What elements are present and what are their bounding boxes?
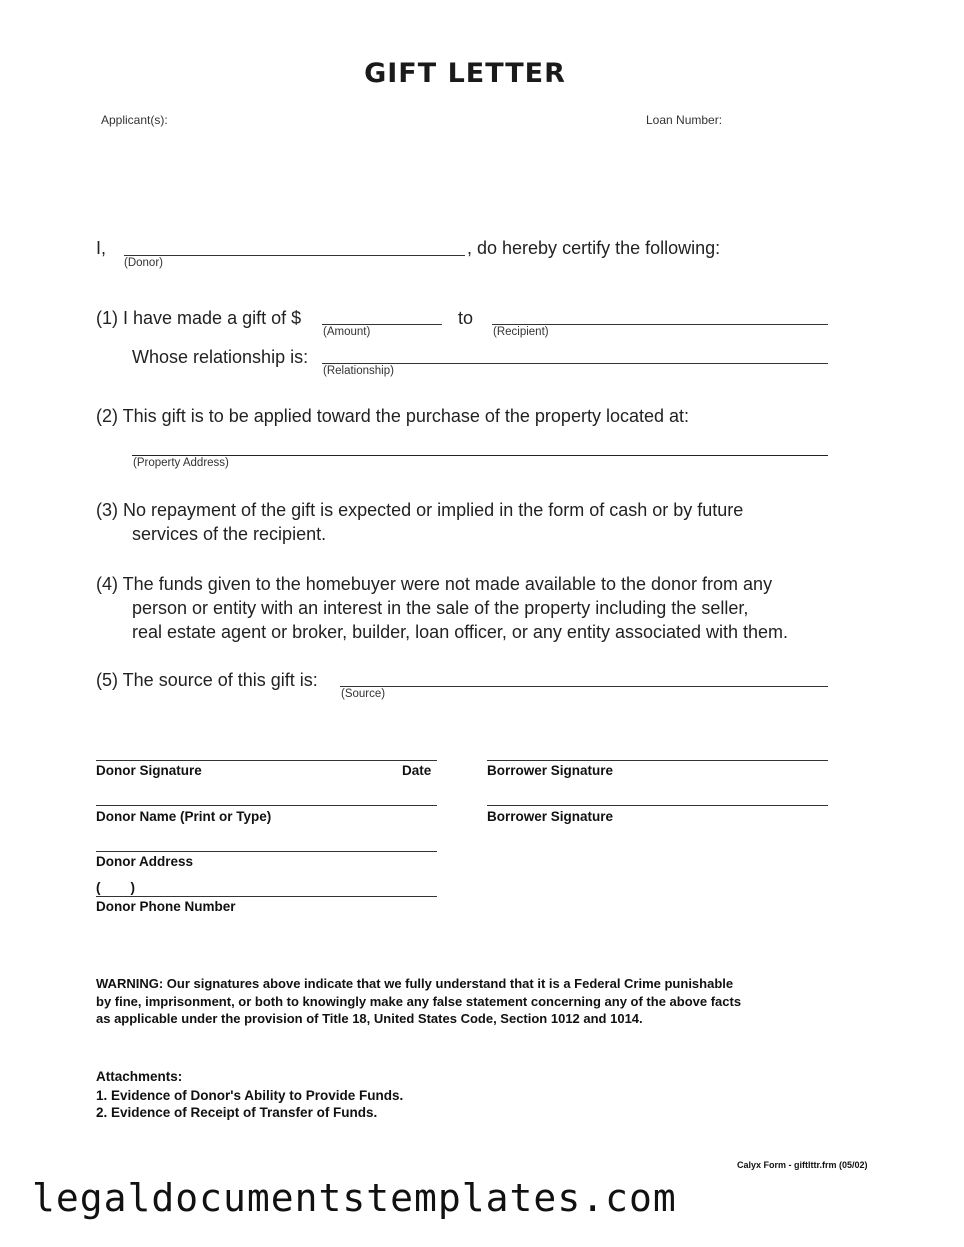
borrower-signature-2-label: Borrower Signature (487, 809, 614, 824)
attachment-item-2: 2. Evidence of Receipt of Transfer of Funds. (96, 1105, 378, 1120)
source-field[interactable] (340, 686, 828, 687)
donor-name-field[interactable] (124, 255, 465, 256)
amount-field[interactable] (322, 324, 442, 325)
item-4-line-1: (4) The funds given to the homebuyer were not made available to the donor from any (96, 574, 773, 594)
item-4-line-2: person or entity with an interest in the sale of the property including the seller, (132, 598, 749, 618)
donor-address-label: Donor Address (96, 854, 194, 869)
donor-address-field[interactable] (96, 851, 437, 852)
phone-area-code: ( ) (96, 880, 135, 895)
date-label: Date (402, 763, 432, 778)
recipient-caption: (Recipient) (493, 326, 549, 338)
item-1-text: (1) I have made a gift of $ (96, 308, 302, 328)
amount-caption: (Amount) (323, 326, 371, 338)
warning-line-3: as applicable under the provision of Title 18, United States Code, Section 1012 and 1014. (96, 1011, 643, 1026)
item-5-text: (5) The source of this gift is: (96, 670, 318, 690)
source-caption: (Source) (341, 688, 386, 700)
to-text: to (458, 308, 474, 328)
item-4-line-3: real estate agent or broker, builder, loan officer, or any entity associated with them. (132, 622, 789, 642)
property-address-caption: (Property Address) (133, 457, 229, 469)
warning-text (96, 975, 816, 1028)
property-address-field[interactable] (132, 455, 828, 456)
page-title: GIFT LETTER (364, 58, 566, 89)
donor-caption: (Donor) (124, 257, 163, 269)
relationship-caption: (Relationship) (323, 365, 394, 377)
loan-number-label: Loan Number: (646, 113, 723, 127)
form-code: Calyx Form - giftlttr.frm (05/02) (737, 1160, 868, 1170)
watermark: legaldocumentstemplates.com (32, 1176, 677, 1220)
donor-phone-label: Donor Phone Number (96, 899, 236, 914)
donor-phone-field[interactable] (96, 896, 437, 897)
recipient-field[interactable] (492, 324, 828, 325)
certify-suffix: , do hereby certify the following: (467, 238, 721, 258)
warning-line-1: WARNING: Our signatures above indicate that we fully understand that it is a Federal Crime punishable (96, 976, 734, 991)
donor-signature-field[interactable] (96, 760, 437, 761)
warning-line-2: by fine, imprisonment, or both to knowingly make any false statement concerning any of the above facts (96, 993, 742, 1009)
certify-prefix: I, (96, 238, 107, 258)
item-3-line-1: (3) No repayment of the gift is expected or implied in the form of cash or by future (96, 500, 744, 520)
donor-name-print-field[interactable] (96, 805, 437, 806)
borrower-signature-2-field[interactable] (487, 805, 828, 806)
attachment-item-1: 1. Evidence of Donor's Ability to Provide Funds. (96, 1088, 404, 1103)
item-2-text: (2) This gift is to be applied toward the purchase of the property located at: (96, 406, 690, 426)
attachments-heading: Attachments: (96, 1069, 183, 1084)
relationship-text: Whose relationship is: (132, 347, 309, 367)
item-3-line-2: services of the recipient. (132, 524, 327, 544)
donor-signature-label: Donor Signature (96, 763, 202, 778)
relationship-field[interactable] (322, 363, 828, 364)
borrower-signature-1-field[interactable] (487, 760, 828, 761)
borrower-signature-1-label: Borrower Signature (487, 763, 614, 778)
donor-name-print-label: Donor Name (Print or Type) (96, 809, 272, 824)
applicants-label: Applicant(s): (101, 113, 168, 127)
